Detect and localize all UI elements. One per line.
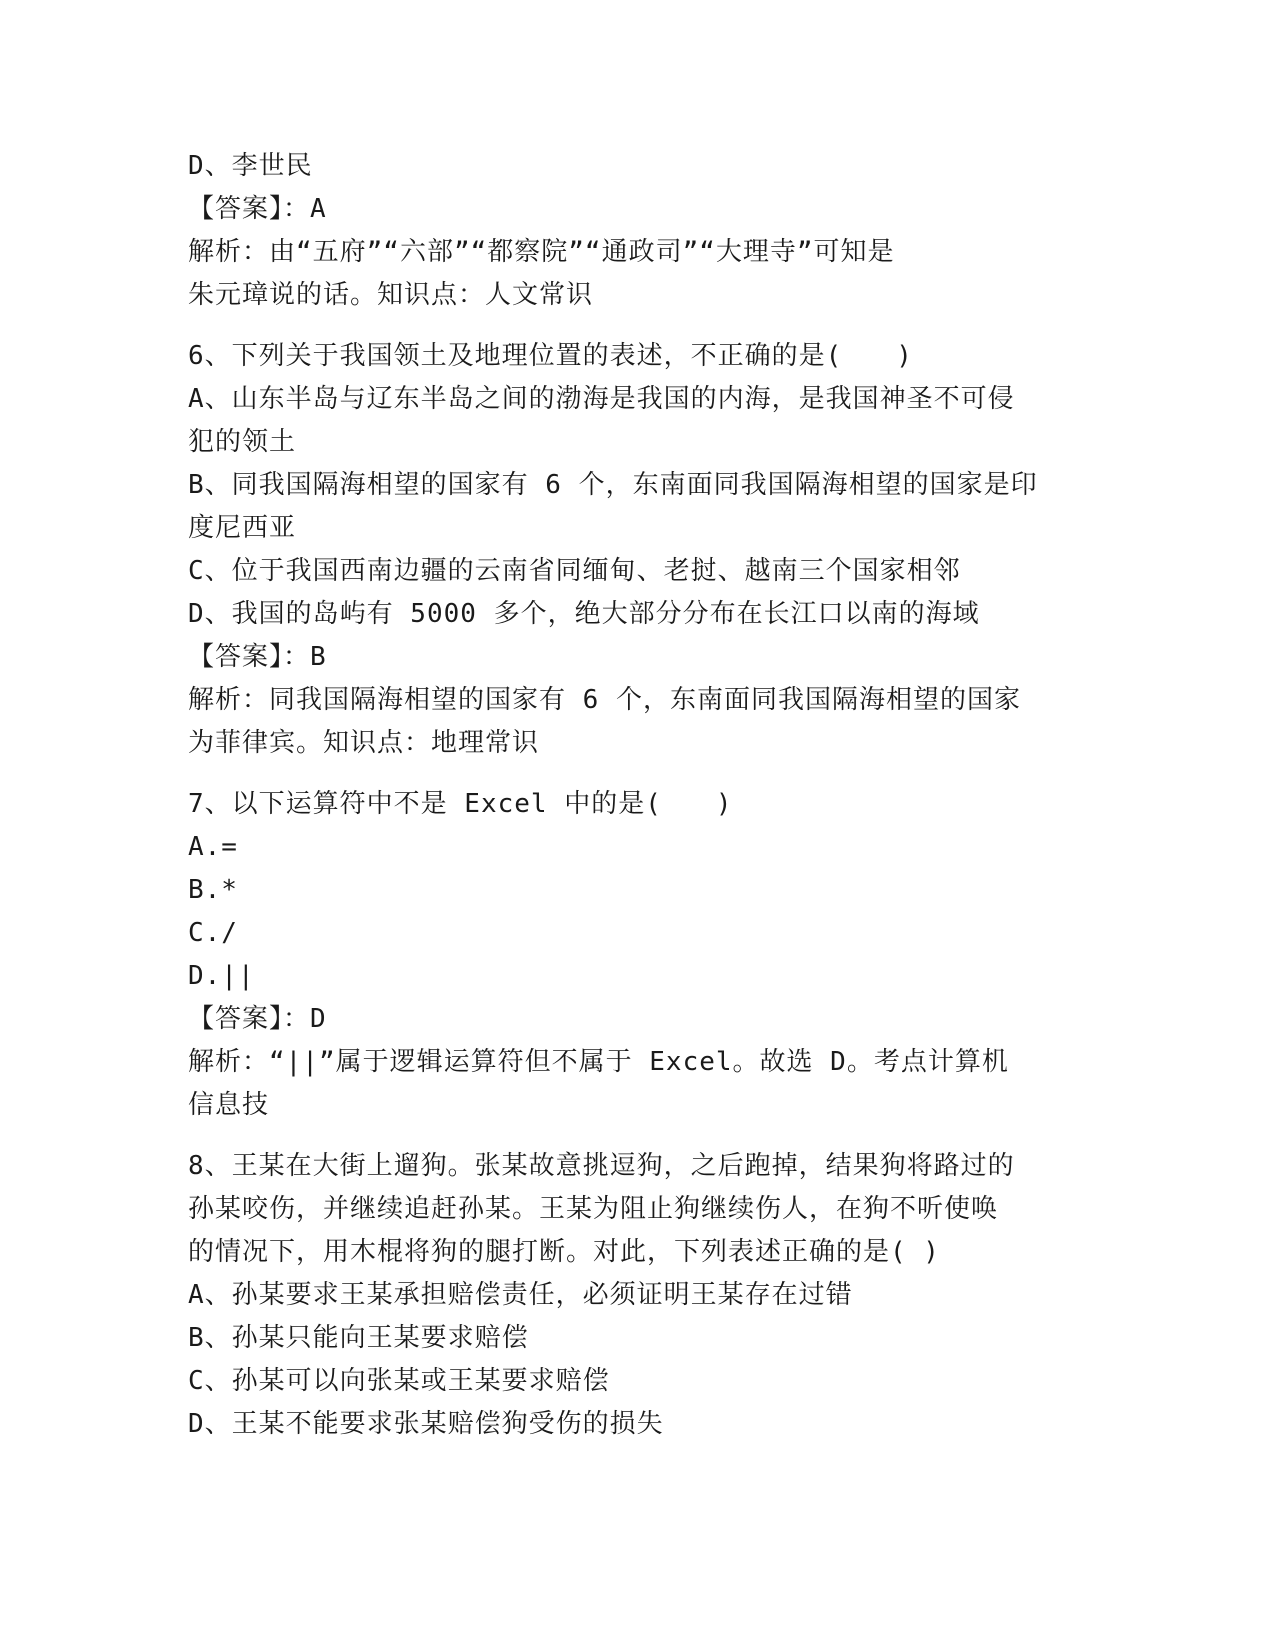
question-stem: 7、以下运算符中不是 Excel 中的是( ) [188, 789, 733, 819]
analysis-line: 朱元璋说的话。知识点：人文常识 [188, 280, 594, 310]
spacer [188, 765, 1068, 783]
option-b-continued: 度尼西亚 [188, 513, 297, 543]
question-8 [188, 1145, 1068, 1446]
question-stem: 6、下列关于我国领土及地理位置的表述，不正确的是( ) [188, 341, 913, 371]
question-stem: 8、王某在大街上遛狗。张某故意挑逗狗，之后跑掉，结果狗将路过的 [188, 1151, 1015, 1181]
option-d: D.|| [188, 961, 255, 991]
option-c: C、位于我国西南边疆的云南省同缅甸、老挝、越南三个国家相邻 [188, 556, 961, 586]
option-b: B、同我国隔海相望的国家有 6 个，东南面同我国隔海相望的国家是印 [188, 470, 1038, 500]
spacer [188, 1127, 1068, 1145]
analysis-line: 为菲律宾。知识点：地理常识 [188, 728, 540, 758]
answer: 【答案】：A [188, 194, 327, 224]
question-stem-continued: 的情况下，用木棍将狗的腿打断。对此，下列表述正确的是( ) [188, 1237, 940, 1267]
option-d: D、我国的岛屿有 5000 多个，绝大部分分布在长江口以南的海域 [188, 599, 980, 629]
question-stem-continued: 孙某咬伤，并继续追赶孙某。王某为阻止狗继续伤人，在狗不听使唤 [188, 1194, 999, 1224]
option-a: A、孙某要求王某承担赔偿责任，必须证明王某存在过错 [188, 1280, 853, 1310]
question-6 [188, 335, 1068, 765]
option-a: A、山东半岛与辽东半岛之间的渤海是我国的内海，是我国神圣不可侵 [188, 384, 1015, 414]
spacer [188, 317, 1068, 335]
option-a-continued: 犯的领土 [188, 427, 297, 457]
analysis-line: 解析：“||”属于逻辑运算符但不属于 Excel。故选 D。考点计算机 [188, 1047, 1009, 1077]
analysis-line: 解析：同我国隔海相望的国家有 6 个，东南面同我国隔海相望的国家 [188, 685, 1021, 715]
option-b: B、孙某只能向王某要求赔偿 [188, 1323, 529, 1353]
analysis-line: 信息技 [188, 1090, 270, 1120]
question-7 [188, 783, 1068, 1127]
option-d: D、王某不能要求张某赔偿狗受伤的损失 [188, 1409, 664, 1439]
option-d: D、李世民 [188, 151, 313, 181]
previous-question-tail [188, 145, 1068, 317]
option-c: C./ [188, 918, 238, 948]
option-a: A.= [188, 832, 238, 862]
answer: 【答案】：B [188, 642, 327, 672]
document-page [188, 145, 1068, 1446]
answer: 【答案】：D [188, 1004, 327, 1034]
analysis-line: 解析：由“五府”“六部”“都察院”“通政司”“大理寺”可知是 [188, 237, 895, 267]
option-b: B.* [188, 875, 238, 905]
option-c: C、孙某可以向张某或王某要求赔偿 [188, 1366, 610, 1396]
